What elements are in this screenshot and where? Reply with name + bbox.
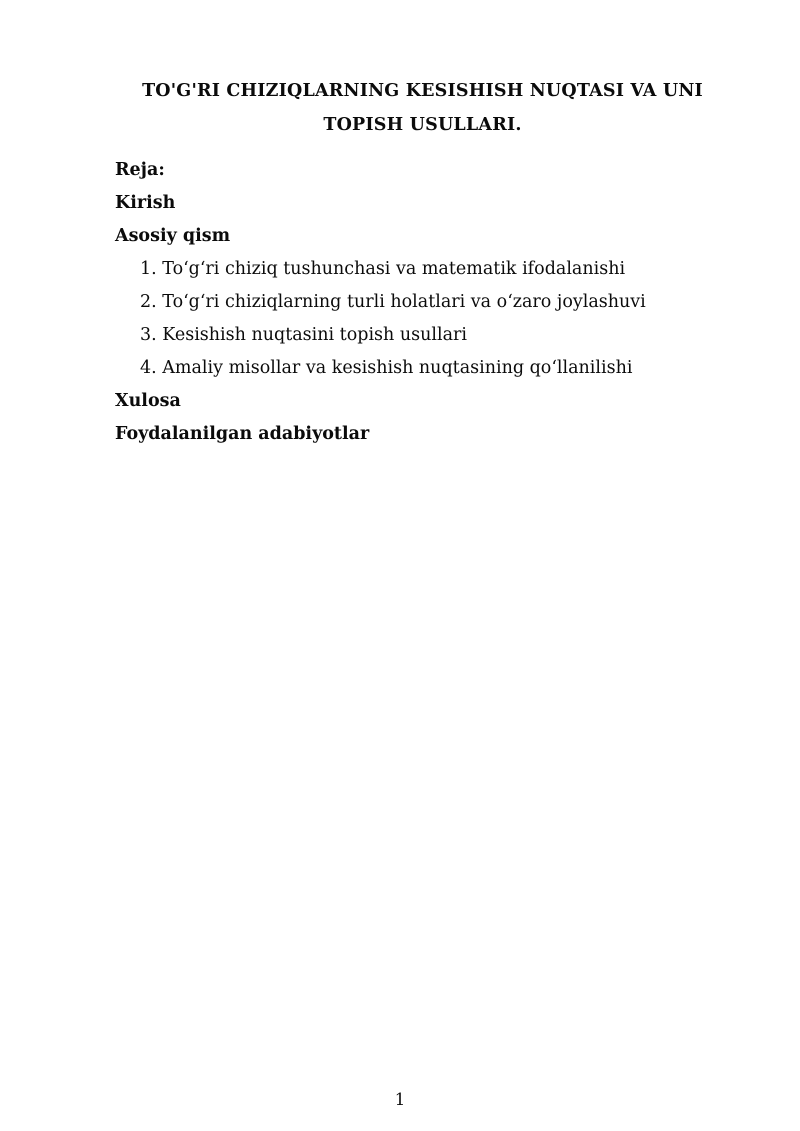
document-title [115, 74, 730, 142]
document-title-line-2: TOPISH USULLARI. [323, 115, 522, 135]
asosiy-qism-heading: Asosiy qism [115, 226, 231, 246]
outline-item-2: 2. To‘g‘ri chiziqlarning turli holatlari va o‘zaro joylashuvi [140, 292, 646, 312]
adabiyotlar-heading: Foydalanilgan adabiyotlar [115, 424, 370, 444]
document-content [115, 74, 730, 451]
xulosa-heading: Xulosa [115, 391, 181, 411]
outline-item-3: 3. Kesishish nuqtasini topish usullari [140, 325, 467, 345]
outline-item-4: 4. Amaliy misollar va kesishish nuqtasining qo‘llanilishi [140, 358, 633, 378]
title-spacer [115, 142, 730, 154]
outline-item-1: 1. To‘g‘ri chiziq tushunchasi va matematik ifodalanishi [140, 259, 626, 279]
page-number: 1 [394, 1090, 406, 1109]
document-title-line-1: TO'G'RI CHIZIQLARNING KESISHISH NUQTASI VA UNI [142, 81, 703, 101]
reja-heading: Reja: [115, 160, 165, 180]
outline-list [115, 253, 730, 385]
kirish-heading: Kirish [115, 193, 176, 213]
